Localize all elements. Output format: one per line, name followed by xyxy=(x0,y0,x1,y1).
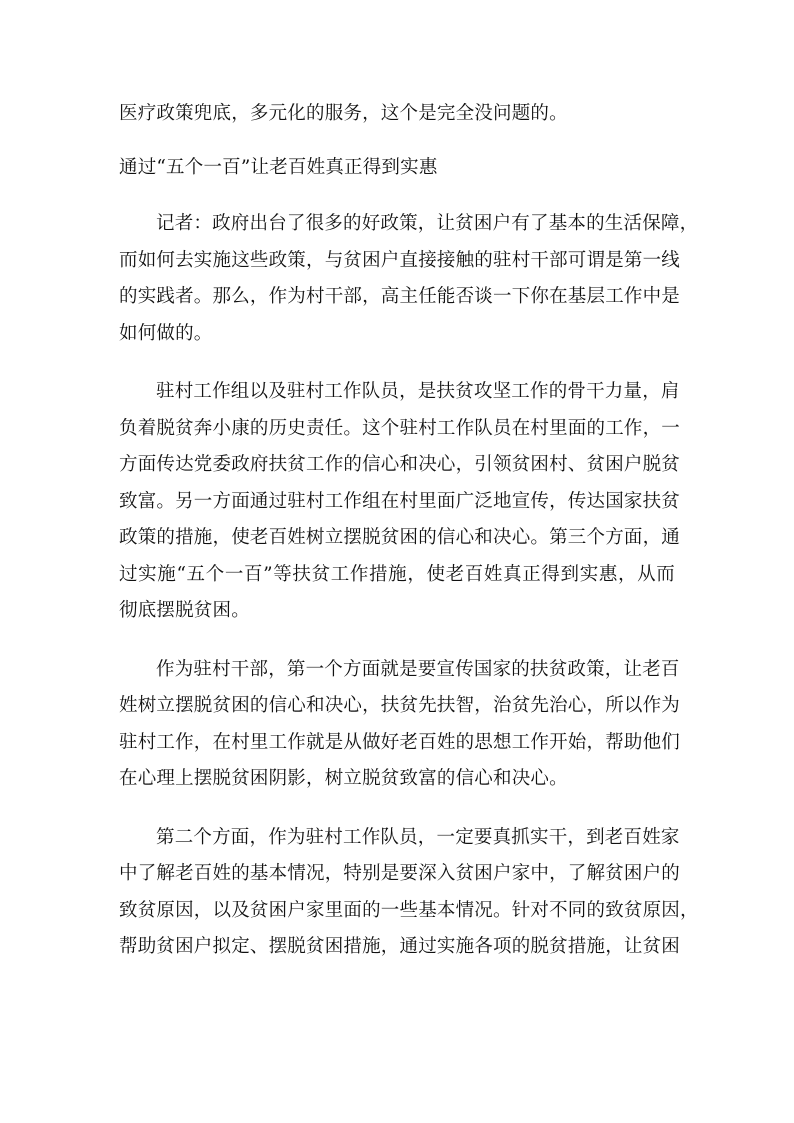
paragraph-second-aspect xyxy=(119,820,699,966)
paragraph-line: 作为驻村干部，第一个方面就是要宣传国家的扶贫政策，让老百 xyxy=(156,658,680,680)
paragraph-line: 政策的措施，使老百姓树立摆脱贫困的信心和决心。第三个方面，通 xyxy=(119,527,681,548)
paragraph-line: 而如何去实施这些政策，与贫困户直接接触的驻村干部可谓是第一线 xyxy=(119,249,681,271)
paragraph-line: 第二个方面，作为驻村工作队员，一定要真抓实干，到老百姓家 xyxy=(156,826,680,848)
paragraph-line: 致富。另一方面通过驻村工作组在村里面广泛地宣传，传达国家扶贫 xyxy=(119,490,681,512)
paragraph-line: 的实践者。那么，作为村干部，高主任能否谈一下你在基层工作中是 xyxy=(119,286,681,307)
paragraph-line: 驻村工作，在村里工作就是从做好老百姓的思想工作开始，帮助他们 xyxy=(119,731,681,753)
paragraph-line: 驻村工作组以及驻村工作队员，是扶贫攻坚工作的骨干力量，肩 xyxy=(156,381,680,402)
paragraph-line: 在心理上摆脱贫困阴影，树立脱贫致富的信心和决心。 xyxy=(119,768,568,789)
paragraph-line: 彻底摆脱贫困。 xyxy=(119,600,250,621)
paragraph-line: 如何做的。 xyxy=(119,322,213,344)
paragraph-reporter-question xyxy=(119,206,699,352)
paragraph-first-aspect xyxy=(119,652,681,798)
paragraph-line: 方面传达党委政府扶贫工作的信心和决心，引领贫困村、贫困户脱贫 xyxy=(119,454,681,475)
intro-text-line: 医疗政策兜底，多元化的服务，这个是完全没问题的。 xyxy=(119,103,568,124)
paragraph-line: 记者：政府出台了很多的好政策，让贫困户有了基本的生活保障， xyxy=(156,213,699,234)
paragraph-line: 帮助贫困户拟定、摆脱贫困措施，通过实施各项的脱贫措施，让贫困 xyxy=(119,936,681,957)
paragraph-work-team xyxy=(119,374,681,630)
paragraph-line: 致贫原因，以及贫困户家里面的一些基本情况。针对不同的致贫原因， xyxy=(119,899,699,921)
paragraph-line: 姓树立摆脱贫困的信心和决心，扶贫先扶智，治贫先治心，所以作为 xyxy=(119,695,681,716)
paragraph-line: 过实施“五个一百”等扶贫工作措施，使老百姓真正得到实惠，从而 xyxy=(119,563,675,585)
paragraph-line: 负着脱贫奔小康的历史责任。这个驻村工作队员在村里面的工作，一 xyxy=(119,417,681,439)
paragraph-line: 中了解老百姓的基本情况，特别是要深入贫困户家中，了解贫困户的 xyxy=(119,863,681,884)
document-body xyxy=(119,98,699,966)
section-heading: 通过“五个一百”让老百姓真正得到实惠 xyxy=(119,157,438,178)
